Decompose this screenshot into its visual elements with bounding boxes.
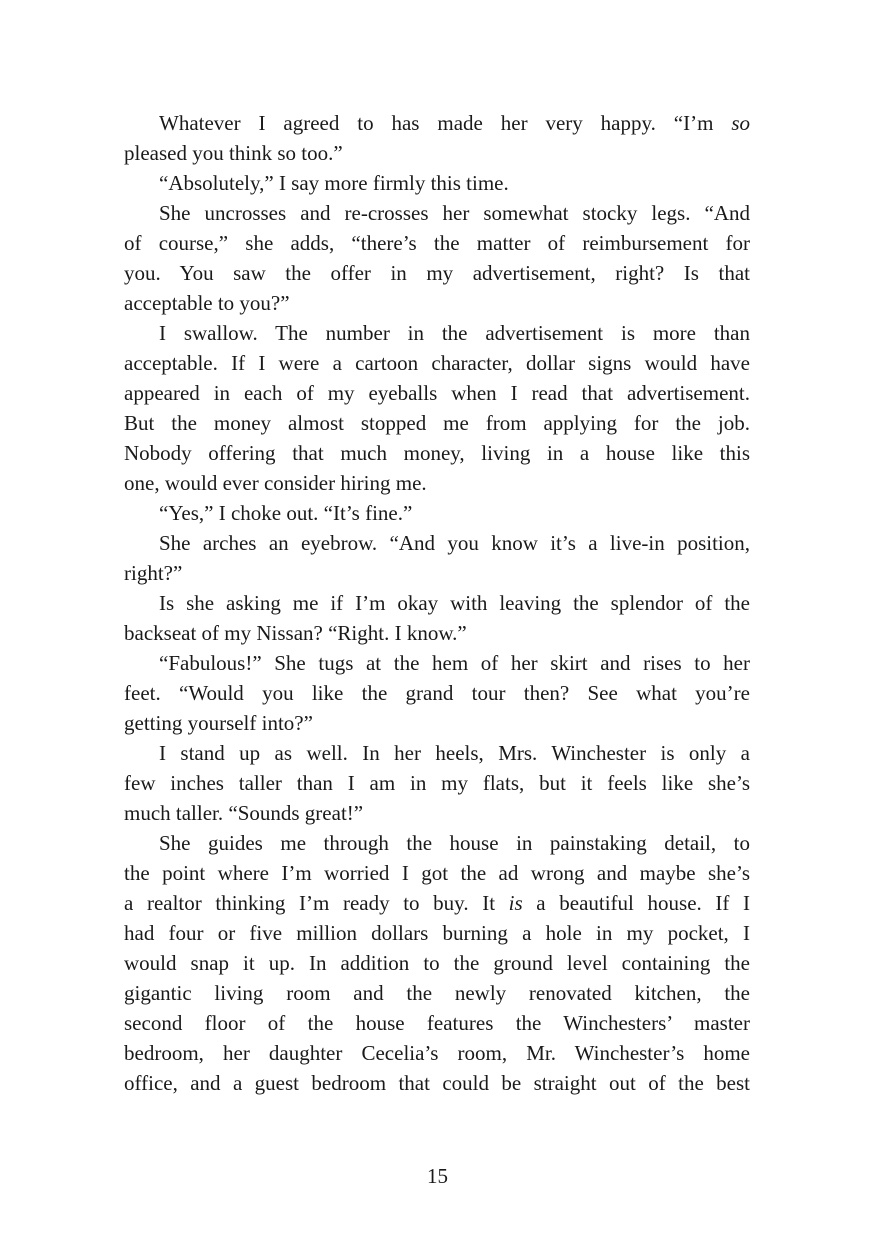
text-segment: a realtor thinking I’m ready to buy. It <box>124 891 509 915</box>
body-text <box>124 108 750 1098</box>
text-segment: office, and a guest bedroom that could be straight out of the best <box>124 1071 750 1095</box>
text-segment: a beautiful house. If I <box>522 891 750 915</box>
text-line <box>124 708 750 738</box>
text-segment: Whatever I agreed to has made her very happy. “I’m <box>159 111 732 135</box>
text-segment: She uncrosses and re-crosses her somewhat stocky legs. “And <box>159 201 750 225</box>
text-line <box>124 678 750 708</box>
text-line <box>124 648 750 678</box>
paragraph <box>124 828 750 1098</box>
text-line <box>124 108 750 138</box>
text-line <box>124 828 750 858</box>
page-number: 15 <box>427 1164 448 1188</box>
paragraph <box>124 648 750 738</box>
text-line <box>124 498 750 528</box>
text-line <box>124 978 750 1008</box>
text-segment: “Absolutely,” I say more firmly this time. <box>159 171 509 195</box>
paragraph <box>124 588 750 648</box>
text-segment: gigantic living room and the newly renovated kitchen, the <box>124 981 750 1005</box>
text-segment: acceptable. If I were a cartoon character, dollar signs would have <box>124 351 750 375</box>
text-segment: few inches taller than I am in my flats, but it feels like she’s <box>124 771 750 795</box>
paragraph <box>124 108 750 168</box>
text-line <box>124 348 750 378</box>
text-line <box>124 378 750 408</box>
italic-text: is <box>508 891 523 915</box>
text-segment: had four or five million dollars burning a hole in my pocket, I <box>124 921 750 945</box>
text-line <box>124 198 750 228</box>
text-segment: Is she asking me if I’m okay with leaving the splendor of the <box>159 591 750 615</box>
text-line <box>124 288 750 318</box>
text-segment: would snap it up. In addition to the ground level containing the <box>124 951 750 975</box>
text-segment: the point where I’m worried I got the ad wrong and maybe she’s <box>124 861 750 885</box>
text-line <box>124 138 750 168</box>
paragraph <box>124 168 750 198</box>
text-line <box>124 168 750 198</box>
text-line <box>124 618 750 648</box>
text-line <box>124 738 750 768</box>
text-line <box>124 528 750 558</box>
text-segment: you. You saw the offer in my advertisement, right? Is that <box>124 261 750 285</box>
paragraph <box>124 198 750 318</box>
text-line <box>124 798 750 828</box>
text-line <box>124 588 750 618</box>
text-segment: feet. “Would you like the grand tour then? See what you’re <box>124 681 750 705</box>
text-line <box>124 258 750 288</box>
text-line <box>124 1068 750 1098</box>
paragraph <box>124 738 750 828</box>
text-segment: “Fabulous!” She tugs at the hem of her skirt and rises to her <box>159 651 750 675</box>
paragraph <box>124 498 750 528</box>
italic-text: so <box>731 111 750 135</box>
text-segment: She arches an eyebrow. “And you know it’s a live-in position, <box>159 531 750 555</box>
text-line <box>124 1008 750 1038</box>
text-segment: But the money almost stopped me from applying for the job. <box>124 411 750 435</box>
text-line <box>124 558 750 588</box>
text-segment: She guides me through the house in painstaking detail, to <box>159 831 750 855</box>
text-line <box>124 318 750 348</box>
text-segment: right?” <box>124 561 183 585</box>
text-segment: “Yes,” I choke out. “It’s fine.” <box>159 501 413 525</box>
paragraph <box>124 318 750 498</box>
text-segment: acceptable to you?” <box>124 291 290 315</box>
text-segment: bedroom, her daughter Cecelia’s room, Mr. Winchester’s home <box>124 1041 750 1065</box>
text-segment: much taller. “Sounds great!” <box>124 801 364 825</box>
text-segment: backseat of my Nissan? “Right. I know.” <box>124 621 467 645</box>
text-segment: one, would ever consider hiring me. <box>124 471 427 495</box>
text-line <box>124 858 750 888</box>
text-line <box>124 918 750 948</box>
text-segment: I swallow. The number in the advertisement is more than <box>159 321 750 345</box>
text-segment: appeared in each of my eyeballs when I read that advertisement. <box>124 381 750 405</box>
text-segment: pleased you think so too.” <box>124 141 343 165</box>
text-segment: Nobody offering that much money, living in a house like this <box>124 441 750 465</box>
text-segment: I stand up as well. In her heels, Mrs. Winchester is only a <box>159 741 750 765</box>
text-line <box>124 888 750 918</box>
text-segment: getting yourself into?” <box>124 711 313 735</box>
text-line <box>124 408 750 438</box>
text-line <box>124 468 750 498</box>
text-line <box>124 768 750 798</box>
text-line <box>124 948 750 978</box>
text-line <box>124 438 750 468</box>
text-segment: of course,” she adds, “there’s the matter of reimbursement for <box>124 231 750 255</box>
text-line <box>124 1038 750 1068</box>
text-segment: second floor of the house features the Winchesters’ master <box>124 1011 750 1035</box>
text-line <box>124 228 750 258</box>
paragraph <box>124 528 750 588</box>
